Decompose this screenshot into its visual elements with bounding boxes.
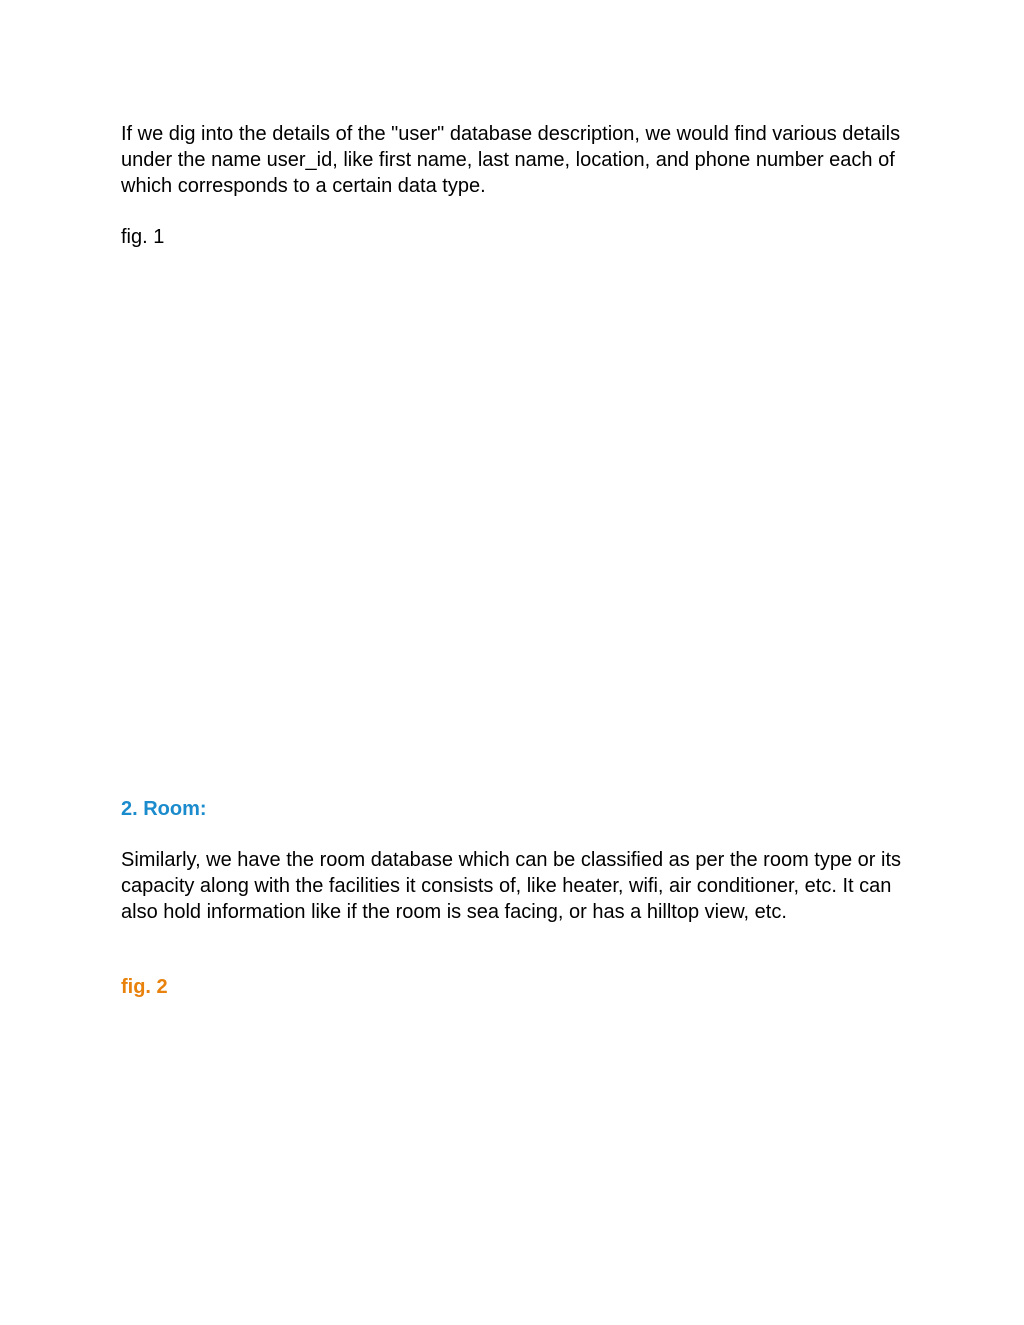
figure-1-placeholder [121, 260, 901, 780]
section-heading-room: 2. Room: [121, 798, 207, 820]
intro-paragraph: If we dig into the details of the "user" database description, we would find various details under the name user_id, like first name, last name, location, and phone number each of which corresponds to a certain data type. [121, 123, 901, 197]
figure-2-label: fig. 2 [121, 976, 168, 998]
figure-2-placeholder [121, 1010, 901, 1310]
room-paragraph: Similarly, we have the room database which can be classified as per the room type or its capacity along with the facilities it consists of, like heater, wifi, air conditioner, etc. It can also hold information like if the room is sea facing, or has a hilltop view, etc. [121, 849, 901, 923]
figure-1-label: fig. 1 [121, 226, 165, 248]
